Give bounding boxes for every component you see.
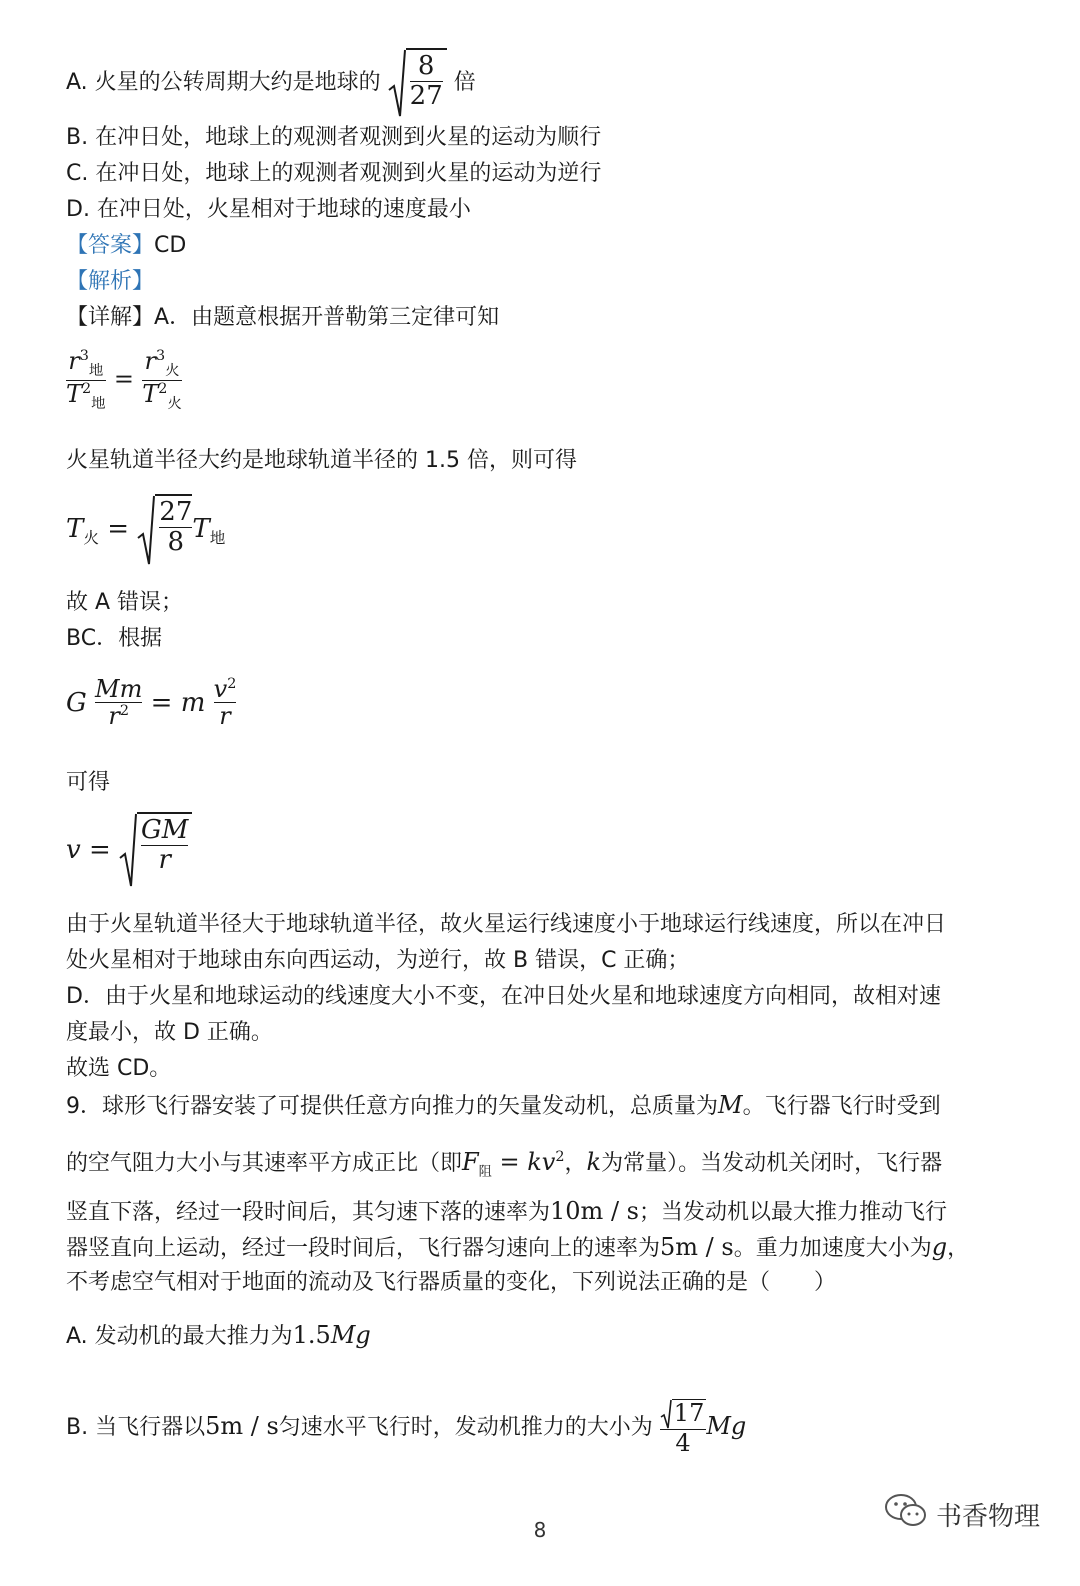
answer-value: CD [154, 233, 187, 258]
detail-line-1 [66, 303, 499, 333]
wechat-icon [884, 1493, 928, 1536]
fraction-numerator: 8 [417, 51, 435, 81]
gravity-formula: G $\frac{Mm}{r^2}$ = m $\frac{v^2}{r}$ [66, 675, 237, 731]
q9-option-a: A. 发动机的最大推力为1.5Mg [66, 1321, 371, 1349]
answer-line [66, 231, 186, 261]
q9-line-4: 器竖直向上运动，经过一段时间后，飞行器匀速向上的速率为5m / s。重力加速度大小为g， [66, 1233, 970, 1261]
kepler-formula: $\frac{r^3_地}{T^2_地}$ = $\frac{r^3_火}{T^2_火}$ [66, 347, 182, 412]
q9-line-3: 竖直下落，经过一段时间后，其匀速下落的速率为10m / s；当发动机以最大推力推动飞行 [66, 1197, 947, 1225]
q9-line-1: 9．球形飞行器安装了可提供任意方向推力的矢量发动机，总质量为M。飞行器飞行时受到 [66, 1091, 941, 1119]
detail-line-2: 火星轨道半径大约是地球轨道半径的 1.5 倍，则可得 [66, 448, 577, 473]
option-b: B. 在冲日处，地球上的观测者观测到火星的运动为顺行 [66, 125, 602, 150]
detail-line-10: 故选 CD。 [66, 1056, 172, 1081]
detail-label: 【详解】 [66, 305, 155, 330]
detail-line-4: BC．根据 [66, 626, 163, 651]
q9-option-b: B. 当飞行器以5m / s匀速水平飞行时，发动机推力的大小为 $\frac{17}{4}$ Mg [66, 1399, 747, 1458]
detail-line-8: D．由于火星和地球运动的线速度大小不变，在冲日处火星和地球速度方向相同，故相对速 [66, 984, 941, 1009]
option-a-suffix: 倍 [453, 70, 476, 95]
option-d: D. 在冲日处，火星相对于地球的速度最小 [66, 197, 471, 222]
q9-line-2: 的空气阻力大小与其速率平方成正比（即$F_阻 = kv^2$，k为常量）。当发动机关闭时，飞行器 [66, 1148, 943, 1180]
sqrt-symbol [388, 48, 447, 118]
watermark [884, 1493, 1040, 1536]
detail-line-3: 故 A 错误； [66, 590, 184, 615]
option-c: C. 在冲日处，地球上的观测者观测到火星的运动为逆行 [66, 161, 602, 186]
detail-line-7: 处火星相对于地球由东向西运动，为逆行，故 B 错误，C 正确； [66, 948, 690, 973]
detail-line-6: 由于火星轨道半径大于地球轨道半径，故火星运行线速度小于地球运行线速度，所以在冲日 [66, 912, 947, 937]
answer-label: 【答案】 [66, 233, 155, 258]
analysis-label: 【解析】 [66, 269, 155, 294]
sqrt-symbol: $\frac{27}{8}$ [137, 494, 192, 566]
detail-line-9: 度最小，故 D 正确。 [66, 1020, 273, 1045]
period-formula: $T_火$ = $\frac{27}{8}$ $T_地$ [66, 494, 225, 566]
q9-line-5: 不考虑空气相对于地面的流动及飞行器质量的变化，下列说法正确的是（ ） [66, 1270, 837, 1295]
detail-text-1: A．由题意根据开普勒第三定律可知 [154, 305, 500, 330]
velocity-formula: v = $\frac{GM}{r}$ [66, 812, 192, 888]
option-a-text: A. 火星的公转周期大约是地球的 [66, 70, 381, 95]
option-a [66, 48, 476, 118]
detail-line-5: 可得 [66, 770, 111, 795]
watermark-text: 书香物理 [935, 1502, 1040, 1532]
page-number: 8 [533, 1518, 547, 1542]
fraction-denominator: 27 [409, 80, 443, 111]
